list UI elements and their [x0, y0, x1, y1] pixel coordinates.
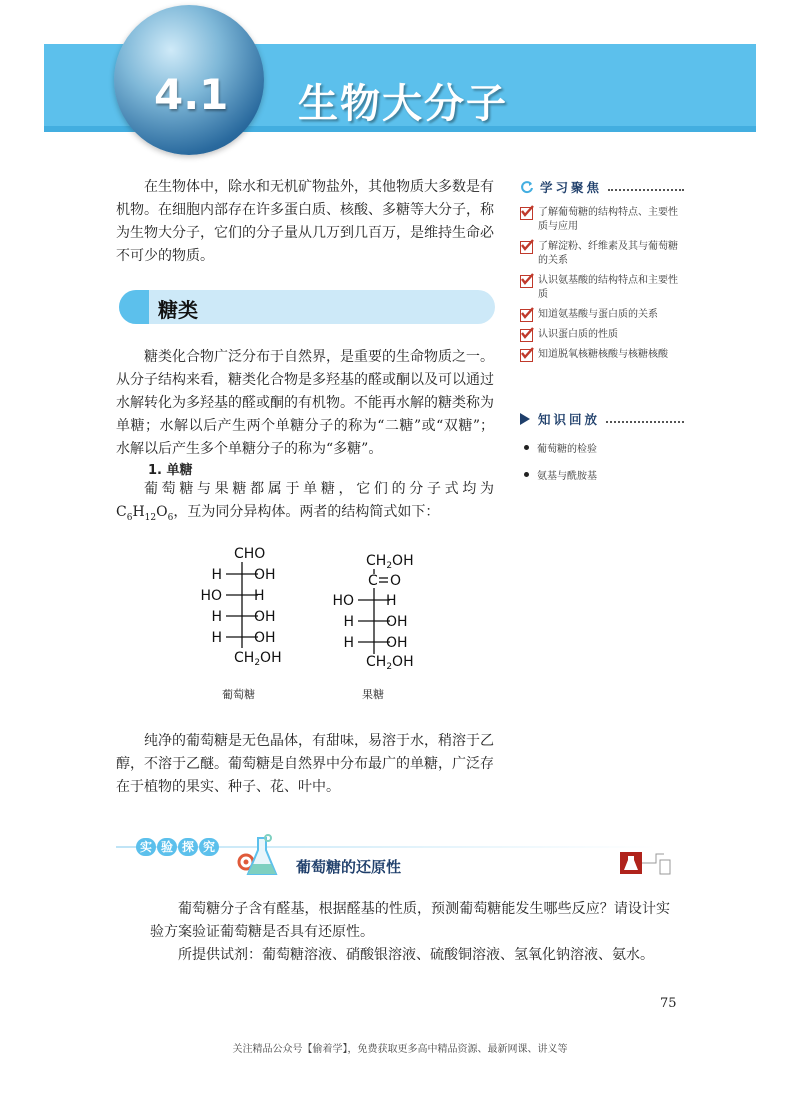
glucose-property-paragraph: 纯净的葡萄糖是无色晶体，有甜味，易溶于水，稍溶于乙醇，不溶于乙醚。葡萄糖是自然界中分布最广的单糖，广泛存在于植物的果实、种子、花、叶中。 — [116, 733, 494, 795]
fructose-left-2: H — [343, 614, 354, 630]
sugar-structures — [180, 540, 440, 680]
fructose-left-3: H — [343, 635, 354, 651]
glucose-right-3: OH — [254, 609, 276, 625]
review-item: 葡萄糖的检验 — [520, 440, 684, 455]
glucose-top-group: CHO — [234, 546, 266, 562]
glucose-structure — [200, 546, 281, 668]
focus-item: 了解葡萄糖的结构特点、主要性质与应用 — [520, 206, 686, 234]
knowledge-review-box — [520, 410, 684, 494]
glucose-caption: 葡萄糖 — [222, 688, 255, 701]
page-number: 75 — [660, 996, 677, 1011]
checkmark-icon — [520, 329, 533, 342]
glucose-right-4: OH — [254, 630, 276, 646]
reagents-paragraph: 所提供试剂：葡萄糖溶液、硝酸银溶液、硫酸铜溶液、氢氧化钠溶液、氨水。 — [178, 947, 654, 963]
glucose-right-2: H — [254, 588, 265, 604]
focus-item: 认识氨基酸的结构特点和主要性质 — [520, 274, 686, 302]
fructose-carbon: C — [368, 573, 378, 589]
glucose-bottom-group: $CH_2OH$ — [234, 650, 282, 668]
fructose-caption: 果糖 — [362, 688, 384, 701]
focus-item: 认识蛋白质的性质 — [520, 328, 686, 342]
glucose-right-1: OH — [254, 567, 276, 583]
learning-focus-heading: 学习聚焦 — [520, 178, 684, 196]
experiment-title: 葡萄糖的还原性 — [296, 858, 402, 876]
fructose-left-1: HO — [332, 593, 354, 609]
chapter-title: 生物大分子 — [298, 81, 508, 127]
focus-item: 知道氨基酸与蛋白质的关系 — [520, 308, 686, 322]
focus-item: 了解淀粉、纤维素及其与葡萄糖的关系 — [520, 240, 686, 268]
review-item: 氨基与酰胺基 — [520, 467, 684, 482]
experiment-paragraph: 葡萄糖分子含有醛基，根据醛基的性质，预测葡萄糖能发生哪些反应？请设计实验方案验证葡萄糖是否具有还原性。 — [150, 901, 670, 940]
fructose-oxygen: O — [390, 573, 402, 589]
glucose-left-4: H — [211, 630, 222, 646]
footer-note: 关注精品公众号【偷着学】，免费获取更多高中精品资源、最新网课、讲义等 — [232, 1044, 568, 1055]
fructose-right-3: OH — [386, 635, 408, 651]
glucose-left-3: H — [211, 609, 222, 625]
fructose-bottom-group: $CH_2OH$ — [366, 654, 414, 672]
chapter-number: 4.1 — [154, 70, 229, 119]
checkmark-icon — [520, 207, 533, 220]
fructose-structure — [332, 553, 413, 672]
lab-flask-icon — [620, 852, 676, 876]
bullet-icon — [524, 445, 529, 450]
subheading-monosaccharide: 1. 单糖 — [148, 463, 193, 478]
fructose-top-group: $CH_2OH$ — [366, 553, 414, 571]
molecular-formula: $C_6H_{12}O_6$ — [116, 504, 174, 523]
bullet-icon — [524, 472, 529, 477]
experiment-tag: 实 验 探 究 — [136, 838, 220, 856]
flask-gear-icon — [234, 832, 282, 880]
focus-item: 知道脱氧核糖核酸与核糖核酸 — [520, 348, 686, 362]
checkmark-icon — [520, 349, 533, 362]
intro-paragraph: 在生物体中，除水和无机矿物盐外，其他物质大多数是有机物。在细胞内部存在许多蛋白质、核酸、多糖等大分子，称为生物大分子，它们的分子量从几万到几百万，是维持生命必不可少的物质。 — [116, 179, 494, 264]
glucose-left-1: H — [211, 567, 222, 583]
checkmark-icon — [520, 275, 533, 288]
refresh-icon — [520, 180, 534, 194]
sugar-paragraph: 糖类化合物广泛分布于自然界，是重要的生命物质之一。从分子结构来看，糖类化合物是多羟基的醛或酮以及可以通过水解转化为多羟基的醛或酮的有机物。不能再水解的糖类称为单糖；水解以后产生两个单糖分子的称为“二糖”或“双糖”；水解以后产生多个单糖分子的称为“多糖”。 — [116, 349, 494, 457]
formula-paragraph: 葡萄糖与果糖都属于单糖，它们的分子式均为$C_6H_{12}O_6$，互为同分异构体。两者的结构简式如下： — [116, 481, 494, 523]
section-title: 糖类 — [158, 298, 198, 322]
checkmark-icon — [520, 241, 533, 254]
knowledge-review-heading: 知识回放 — [520, 410, 684, 428]
fructose-right-1: H — [386, 593, 397, 609]
checkmark-icon — [520, 309, 533, 322]
triangle-right-icon — [520, 413, 530, 425]
learning-focus-box — [520, 178, 686, 368]
glucose-left-2: HO — [200, 588, 222, 604]
fructose-right-2: OH — [386, 614, 408, 630]
